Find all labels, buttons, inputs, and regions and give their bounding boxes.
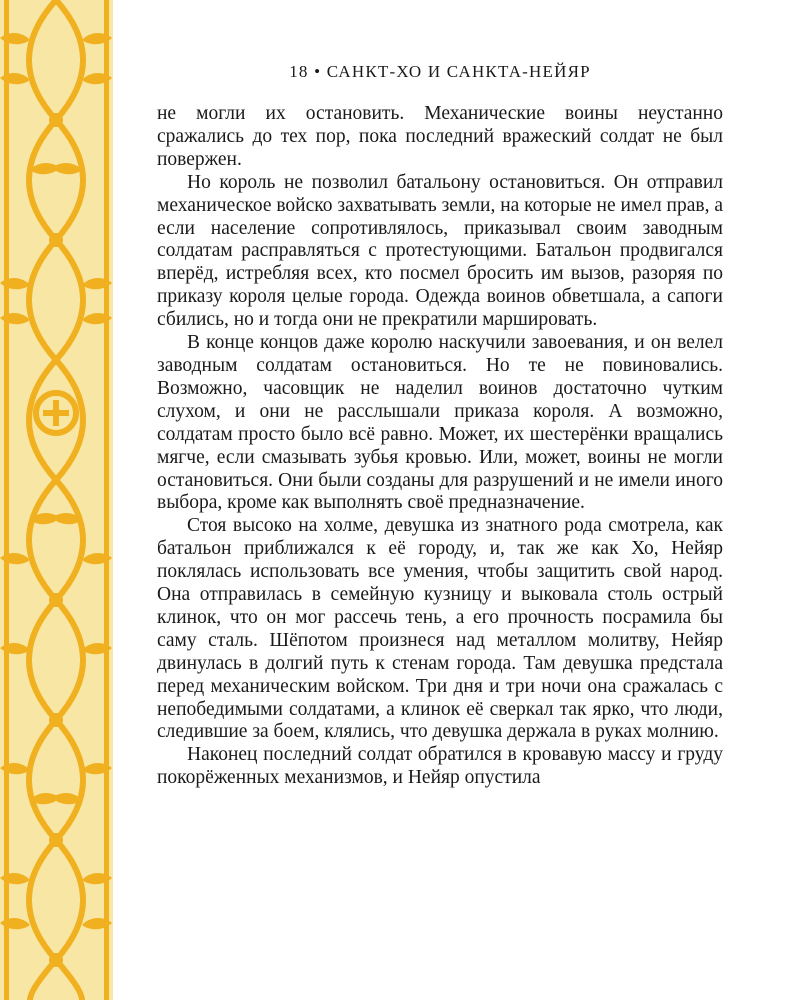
page-number: 18 (289, 62, 309, 81)
running-title: САНКТ-ХО И САНКТА-НЕЙЯР (326, 62, 591, 81)
paragraph: не могли их остановить. Механические воины неустанно сражались до тех пор, пока последний вражеский солдат не был повержен. (157, 103, 723, 170)
paragraph: Стоя высоко на холме, девушка из знатного рода смотрела, как батальон приближался к её городу, и, так же как Хо, Нейяр поклялась использовать все умения, чтобы защитить свой народ. Она отправилась в семейную кузницу и выковала столь острый клинок, что он мог рассечь тень, а его прочность посрамила бы саму сталь. Шёпотом произнеся над металлом молитву, Нейяр двинулась в долгий путь к стенам города. Там девушка предстала перед механическим войском. Три дня и три ночи она сражалась с непобедимыми солдатами, а клинок её сверкал так ярко, что люди, следившие за боем, клялись, что девушка держала в руках молнию. (157, 515, 723, 743)
running-header (157, 62, 723, 82)
paragraph: Наконец последний солдат обратился в кровавую массу и груду покорёженных механизмов, и Нейяр опустила (157, 744, 723, 789)
header-separator: • (314, 62, 322, 81)
vine-ornament (0, 0, 113, 1000)
paragraph: В конце концов даже королю наскучили завоевания, и он велел заводным солдатам остановиться. Но те не повиновались. Возможно, часовщик не наделил воинов достаточно чутким слухом, и они не расслышали приказа короля. А возможно, солдатам просто было всё равно. Может, их шестерёнки вращались мягче, если смазывать зубья кровью. Или, может, воины не могли остановиться. Они были созданы для разрушений и не имели иного выбора, кроме как выполнять своё предназначение. (157, 332, 723, 514)
body-text (157, 103, 723, 790)
decorative-border (0, 0, 113, 1000)
paragraph: Но король не позволил батальону остановиться. Он отправил механическое войско захватывать земли, на которые не имел прав, а если население сопротивлялось, приказывал своим заводным солдатам расправляться с протестующими. Батальон продвигался вперёд, истребляя всех, кто посмел бросить им вызов, разоряя по приказу короля целые города. Одежда воинов обветшала, а сапоги сбились, но и тогда они не прекратили маршировать. (157, 171, 724, 331)
